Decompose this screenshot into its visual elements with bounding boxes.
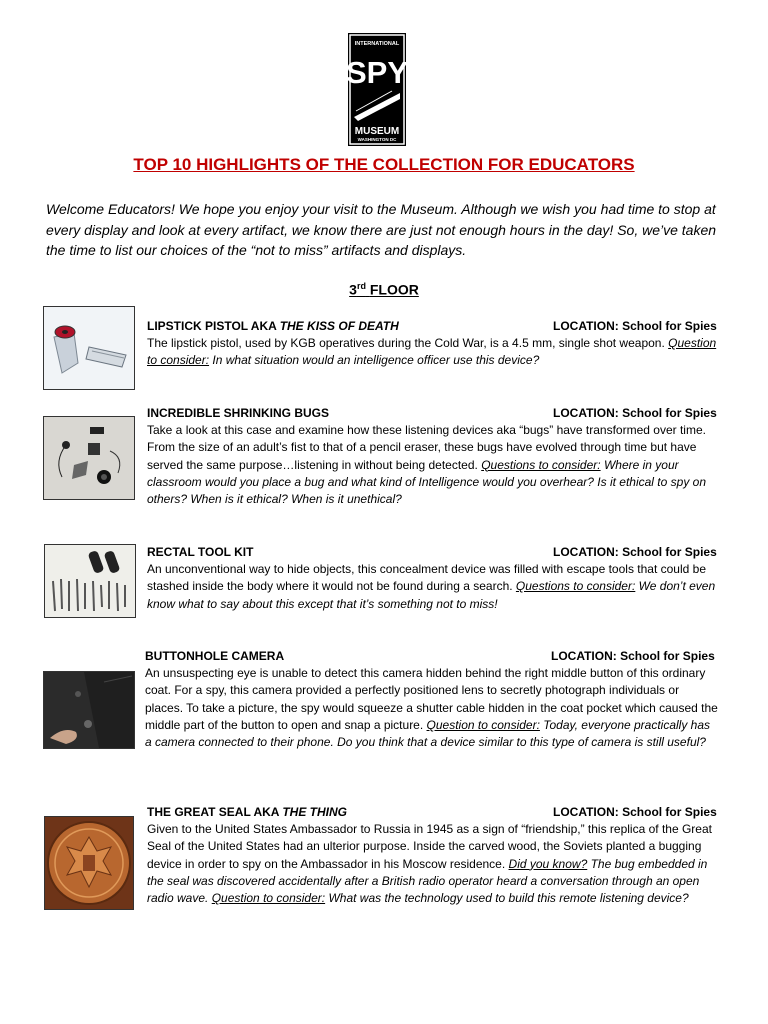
lipstick-pistol-photo xyxy=(43,306,135,390)
question-label: Question to consider: xyxy=(426,717,540,732)
did-you-know-text: The bug embedded in the seal was discovered accidentally after a British radio operator heard a conversation through an open radio wave. xyxy=(147,856,708,906)
item-location: LOCATION: School for Spies xyxy=(553,805,717,819)
item-location: LOCATION: School for Spies xyxy=(553,319,717,333)
question-text: Where in your classroom would you place a bug and what kind of Intelligence would you overhear? Is it ethical to spy on others? When is it ethical? When is it unethical? xyxy=(147,457,706,507)
item-name: INCREDIBLE SHRINKING BUGS xyxy=(147,406,330,420)
question-text: What was the technology used to build this remote listening device? xyxy=(325,891,689,906)
item-buttonhole-camera xyxy=(145,648,719,751)
logo-text-bottom: MUSEUM xyxy=(354,126,400,137)
question-label: Question to consider: xyxy=(147,336,717,368)
question-label: Questions to consider: xyxy=(481,457,601,472)
intro-paragraph: Welcome Educators! We hope you enjoy your visit to the Museum. Although we wish you had time to stop at every display and look at every artifact, we know there are just not enough hours in the day! So, we’ve taken the time to list our choices of the “not to miss” artifacts and displays. xyxy=(46,201,717,258)
floor-label: FLOOR xyxy=(369,281,419,298)
item-location: LOCATION: School for Spies xyxy=(551,649,715,663)
spy-museum-logo xyxy=(348,33,406,146)
did-you-know-label: Did you know? xyxy=(508,856,588,871)
shrinking-bugs-photo xyxy=(43,416,135,500)
item-description: The lipstick pistol, used by KGB operatives during the Cold War, is a 4.5 mm, single shot weapon. Question to consider: In what situation would an intelligence officer use this device? xyxy=(147,336,717,368)
spy-museum-logo-graphic xyxy=(348,33,406,146)
page-title: TOP 10 HIGHLIGHTS OF THE COLLECTION FOR EDUCATORS xyxy=(133,155,635,174)
question-text: Today, everyone practically has a camera connected to their phone. Do you think that a device similar to this type of camera is still useful? xyxy=(145,717,711,750)
buttonhole-camera-photo xyxy=(43,671,135,749)
logo-text-main: SPY xyxy=(348,55,406,90)
item-description: Take a look at this case and examine how these listening devices aka “bugs” have transformed over time. From the size of an adult’s fist to that of a pencil eraser, these bugs have evolved through time but have served the same purpose…listening in without being detected. Questions to consider: Where in your classroom would you place a bug and what kind of Intelligence would you overhear? Is it ethical to spy on others? When is it ethical? When is it unethical? xyxy=(147,423,706,507)
rectal-tool-kit-photo xyxy=(44,544,136,618)
item-shrinking-bugs xyxy=(147,405,721,508)
question-label: Questions to consider: xyxy=(515,579,636,594)
great-seal-photo xyxy=(44,816,134,910)
item-lipstick-pistol xyxy=(147,318,721,370)
item-description: Given to the United States Ambassador to Russia in 1945 as a sign of “friendship,” this replica of the Great Seal of the United States had an ulterior purpose. Inside the carved wood, the Soviets planted a bugging device in order to spy on the Ambassador in his Moscow residence. Did you know? The bug embedded in the seal was discovered accidentally after a British radio operator heard a conversation through an open radio wave. Question to consider: What was the technology used to build this remote listening device? xyxy=(147,822,712,906)
question-text: In what situation would an intelligence officer use this device? xyxy=(209,353,540,368)
item-description: An unsuspecting eye is unable to detect this camera hidden behind the right middle button of this ordinary coat. For a spy, this camera provided a perfectly positioned lens to secretly photograph individuals or places. To take a picture, the spy would squeeze a shutter cable hidden in the coat pocket which caused the middle part of the button to open and snap a picture. Question to consider: Today, everyone practically has a camera connected to their phone. Do you think that a device similar to this type of camera is still useful? xyxy=(145,666,718,750)
floor-number: 3 xyxy=(349,281,357,298)
floor-heading xyxy=(0,281,768,298)
item-location: LOCATION: School for Spies xyxy=(553,545,717,559)
item-description: An unconventional way to hide objects, this concealment device was filled with escape tools that could be stashed inside the body where it would not be found during a search. Questions to consider: We don’t even know what to say about this except that it’s something not to miss! xyxy=(147,562,716,611)
logo-text-city: WASHINGTON DC xyxy=(357,137,397,142)
item-location: LOCATION: School for Spies xyxy=(553,406,717,420)
question-label: Question to consider: xyxy=(211,891,326,906)
item-name: LIPSTICK PISTOL AKA THE KISS OF DEATH xyxy=(147,319,399,333)
item-name: THE GREAT SEAL AKA THE THING xyxy=(147,805,348,819)
logo-text-top: INTERNATIONAL xyxy=(354,41,400,47)
item-great-seal xyxy=(147,804,721,907)
item-name: RECTAL TOOL KIT xyxy=(147,545,254,559)
item-rectal-tool-kit xyxy=(147,544,721,613)
question-text: We don’t even know what to say about this except that it’s something not to miss! xyxy=(147,579,716,611)
floor-suffix: rd xyxy=(356,281,366,291)
item-name: BUTTONHOLE CAMERA xyxy=(145,649,285,663)
